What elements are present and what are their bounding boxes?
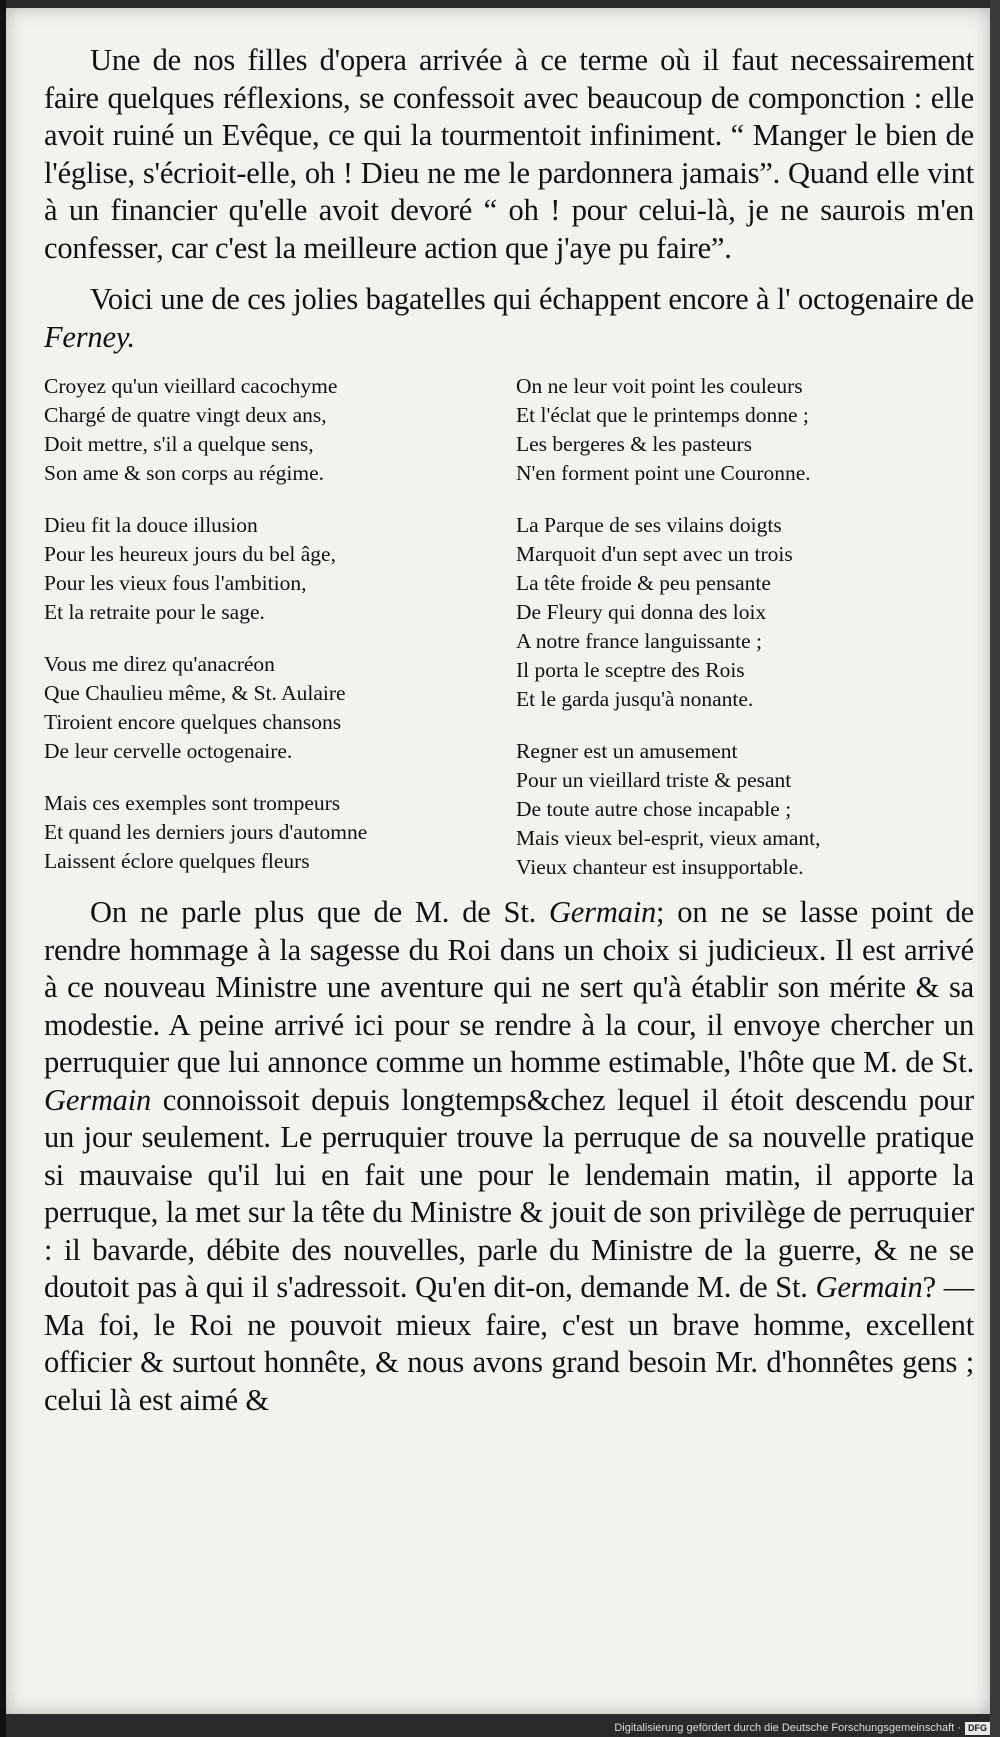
intro-text: Voici une de ces jolies bagatelles qui échappent encore à l' octogenaire de — [90, 282, 974, 316]
poem-line: Et le garda jusqu'à nonante. — [516, 687, 754, 711]
poem-line: Vous me direz qu'anacréon — [44, 652, 275, 676]
poem-stanza — [44, 650, 504, 766]
poem-line: Tiroient encore quelques chansons — [44, 710, 342, 734]
poem-line: Mais vieux bel-esprit, vieux amant, — [516, 826, 821, 850]
poem-line: Pour un vieillard triste & pesant — [516, 768, 792, 792]
paragraph-confession: Une de nos filles d'opera arrivée à ce terme où il faut necessairement faire quelques réflexions, se confessoit avec beaucoup de componction : elle avoit ruiné un Evêque, ce qui la tourmentoit infiniment. “ Manger le bien de l'église, s'écrioit-elle, oh ! Dieu ne me le pardonnera jamais”. Quand elle vint à un financier qu'elle avoit devoré “ oh ! pour celui-là, je ne saurois m'en confesser, car c'est la meilleure action que j'aye pu faire”. — [44, 43, 974, 265]
poem-line: Laissent éclore quelques fleurs — [44, 849, 310, 873]
paragraph-st-germain — [44, 894, 974, 1419]
intro-place: Ferney. — [44, 319, 135, 354]
scan-edge-right — [990, 0, 1000, 1737]
poem-line: Les bergeres & les pasteurs — [516, 432, 753, 456]
poem-line: Et la retraite pour le sage. — [44, 600, 265, 624]
poem-line: Pour les heureux jours du bel âge, — [44, 542, 336, 566]
poem-line: Regner est un amusement — [516, 739, 738, 763]
name-germain: Germain — [548, 895, 657, 929]
text-run: ? — Ma foi, le Roi ne pouvoit mieux faire, c'est un brave homme, excellent officier & surtout honnête, & nous avons grand besoin Mr. d'honnêtes gens ; celui là est aimé & — [44, 1270, 975, 1417]
poem-line: Chargé de quatre vingt deux ans, — [44, 403, 327, 427]
footer-text: Digitalisierung gefördert durch die Deutsche Forschungsgemeinschaft · — [614, 1722, 961, 1734]
dfg-logo: DFG — [965, 1722, 990, 1735]
poem-line: Pour les vieux fous l'ambition, — [44, 571, 307, 595]
poem-line: De Fleury qui donna des loix — [516, 600, 767, 624]
page — [6, 8, 990, 1714]
poem-line: Dieu fit la douce illusion — [44, 513, 258, 537]
poem-stanza — [44, 789, 504, 876]
poem-column-left — [44, 372, 504, 882]
poem-line: De leur cervelle octogenaire. — [44, 739, 293, 763]
text-run: connoissoit depuis longtemps&chez lequel il étoit descendu pour un jour seulement. Le perruquier trouve la perruque de sa nouvelle pratique si mauvaise qu'il lui en fait une pour le lendemain matin, il apporte la perruque, la met sur la tête du Ministre & jouit de son privilège de perruquier : il bavarde, débite des nouvelles, parle du Ministre de la guerre, & ne se doutoit pas à qui il s'adressoit. Qu'en dit-on, demande M. de St. — [44, 1082, 974, 1304]
poem-line: Vieux chanteur est insupportable. — [516, 855, 804, 879]
poem-line: Son ame & son corps au régime. — [44, 461, 325, 485]
poem-stanza — [504, 737, 974, 882]
poem-stanza — [44, 511, 504, 627]
poem-line: Croyez qu'un vieillard cacochyme — [44, 374, 338, 398]
poem-line: N'en forment point une Couronne. — [516, 461, 811, 485]
poem-line: Mais ces exemples sont trompeurs — [44, 791, 341, 815]
name-germain: Germain — [44, 1082, 152, 1117]
poem-line: La Parque de ses vilains doigts — [516, 513, 782, 537]
digitization-footer — [0, 1719, 990, 1737]
text-run: On ne parle plus que de M. de St. — [90, 895, 537, 929]
poem-line: La tête froide & peu pensante — [516, 571, 771, 595]
poem-line: De toute autre chose incapable ; — [516, 797, 792, 821]
poem-column-right — [504, 372, 974, 882]
poem-line: On ne leur voit point les couleurs — [516, 374, 803, 398]
poem-stanza — [44, 372, 504, 488]
poem-stanza — [504, 511, 974, 714]
poem-line: Marquoit d'un sept avec un trois — [516, 542, 793, 566]
poem-introduction — [44, 281, 974, 356]
poem-line: Et l'éclat que le printemps donne ; — [516, 403, 809, 427]
poem-line: Doit mettre, s'il a quelque sens, — [44, 432, 314, 456]
poem-line: Il porta le sceptre des Rois — [516, 658, 745, 682]
poem-line: Que Chaulieu même, & St. Aulaire — [44, 681, 346, 705]
poem-line: A notre france languissante ; — [516, 629, 762, 653]
poem-line: Et quand les derniers jours d'automne — [44, 820, 368, 844]
poem-stanza — [504, 372, 974, 488]
page-content — [44, 42, 974, 1419]
poem — [44, 372, 974, 882]
name-germain: Germain — [815, 1270, 923, 1304]
text-run: ; on ne se lasse point de rendre hommage à la sagesse du Roi dans un choix si judicieux. Il est arrivé à ce nouveau Ministre une aventure qui ne sert qu'à établir son mérite & sa modestie. A peine arrivé ici pour se rendre à la cour, il envoye chercher un perruquier que lui annonce comme un homme estimable, l'hôte que M. de St. — [44, 895, 974, 1079]
